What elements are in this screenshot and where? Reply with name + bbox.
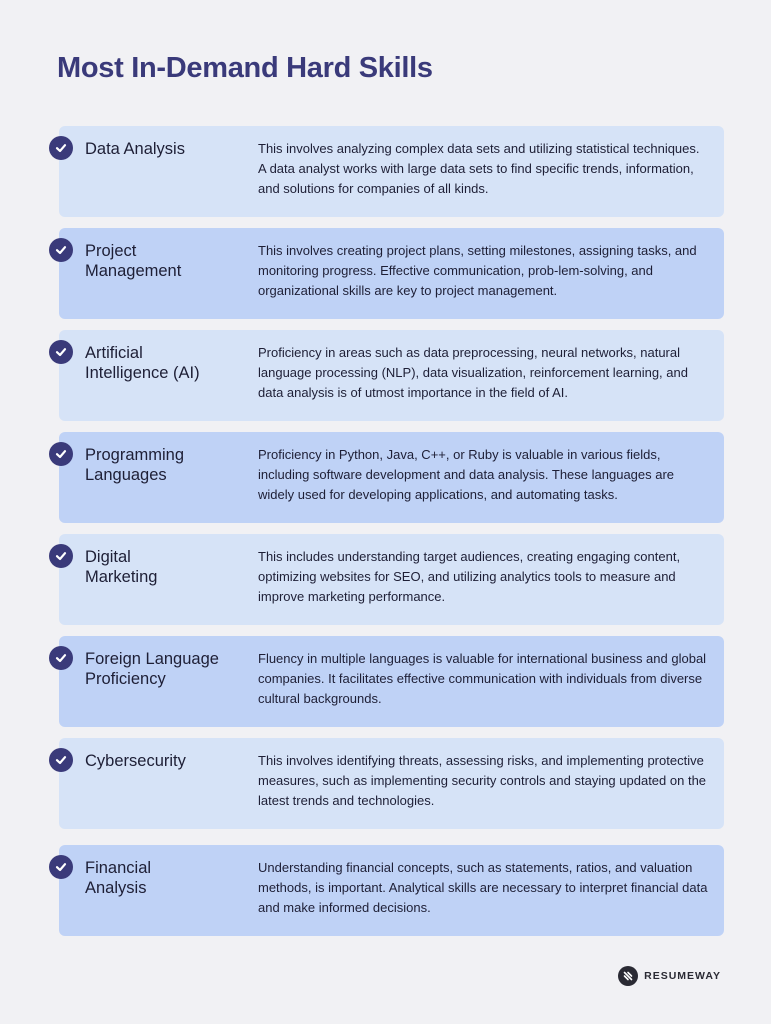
skill-name: Foreign Language Proficiency: [85, 650, 219, 688]
skill-description: Understanding financial concepts, such as statements, ratios, and valuation methods, is important. Analytical skills are necessary to interpret financial data and make informed decisions.: [258, 860, 708, 915]
skill-name: Project Management: [85, 242, 182, 280]
brand-name: RESUMEWAY: [644, 970, 721, 982]
resumeway-logo-icon: [618, 966, 638, 986]
skill-name: Financial Analysis: [85, 859, 152, 897]
check-circle-icon: [49, 442, 73, 466]
skill-name: Artificial Intelligence (AI): [85, 344, 200, 382]
skill-description: This involves creating project plans, setting milestones, assigning tasks, and monitoring progress. Effective communication, prob-lem-solving, and organizational skills are key to project management.: [258, 243, 697, 298]
skill-description: Proficiency in areas such as data preprocessing, neural networks, natural language processing (NLP), data visualization, reinforcement learning, and data analysis is of utmost importance in the field of AI.: [258, 345, 688, 400]
check-circle-icon: [49, 238, 73, 262]
brand: [618, 966, 721, 986]
page-title: Most In-Demand Hard Skills: [57, 52, 433, 84]
skill-description: Fluency in multiple languages is valuable for international business and global companies. It facilitates effective communication with individuals from diverse cultural backgrounds.: [258, 651, 707, 706]
check-circle-icon: [49, 855, 73, 879]
skill-name: Digital Marketing: [85, 548, 158, 586]
check-circle-icon: [49, 340, 73, 364]
skill-description: Proficiency in Python, Java, C++, or Ruby is valuable in various fields, including software development and data analysis. These languages are widely used for developing applications, and automating tasks.: [258, 447, 675, 502]
skill-name: Data Analysis: [85, 140, 185, 158]
skill-name: Programming Languages: [85, 446, 185, 484]
check-circle-icon: [49, 748, 73, 772]
check-circle-icon: [49, 646, 73, 670]
skill-description: This includes understanding target audiences, creating engaging content, optimizing websites for SEO, and utilizing analytics tools to measure and improve marketing performance.: [258, 549, 681, 604]
skill-description: This involves identifying threats, assessing risks, and implementing protective measures, such as implementing security controls and staying updated on the latest trends and technologies.: [258, 753, 707, 808]
check-circle-icon: [49, 136, 73, 160]
skill-name: Cybersecurity: [85, 752, 186, 770]
check-circle-icon: [49, 544, 73, 568]
skill-description: This involves analyzing complex data sets and utilizing statistical techniques. A data analyst works with large data sets to find specific trends, information, and solutions for companies of all kinds.: [258, 141, 700, 196]
